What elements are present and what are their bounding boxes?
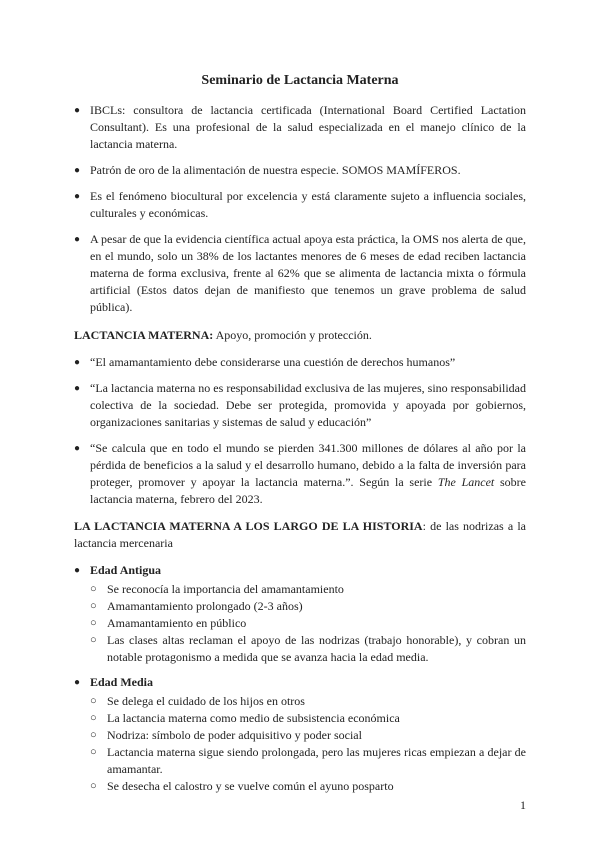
document-body: [74, 102, 526, 795]
bullet-icon: ●: [74, 191, 81, 202]
sub-item-text: Se delega el cuidado de los hijos en otros: [107, 694, 305, 708]
list-item-text: “La lactancia materna no es responsabilidad exclusiva de las mujeres, sino responsabilidad colectiva de la sociedad. Debe ser protegida, promovida y apoyada por gobiernos, organizaciones sanitarias y sistemas de salud y educación”: [90, 381, 526, 429]
bullet-icon: ●: [74, 443, 81, 454]
section-heading-bold: LACTANCIA MATERNA:: [74, 328, 214, 342]
bullet-icon: ●: [74, 565, 81, 576]
sub-list-item: [90, 598, 526, 615]
list-item: [74, 380, 526, 431]
bullet-icon: ●: [74, 165, 81, 176]
circle-bullet-icon: ○: [90, 600, 97, 612]
bullet-icon: ●: [74, 105, 81, 116]
circle-bullet-icon: ○: [90, 617, 97, 629]
sub-item-text: Amamantamiento prolongado (2-3 años): [107, 599, 303, 613]
list-item-text: IBCLs: consultora de lactancia certificada (International Board Certified Lactation Consultant). Es una profesional de la salud especializada en el manejo clínico de la lactancia materna.: [90, 103, 526, 151]
eras-list: [74, 562, 526, 795]
section-heading-rest: : de las nodrizas a la lactancia mercenaria: [74, 519, 526, 550]
bullet-icon: ●: [74, 383, 81, 394]
page-number: 1: [520, 798, 526, 812]
list-item: [74, 354, 526, 371]
list-item-text: [90, 440, 526, 508]
sub-item-text: Las clases altas reclaman el apoyo de las nodrizas (trabajo honorable), y cobran un notable protagonismo a medida que se avanza hacia la edad media.: [107, 633, 526, 664]
era-title: Edad Antigua: [90, 563, 162, 577]
era-sublist: [90, 693, 526, 795]
section-heading-lactancia: [74, 327, 526, 344]
sub-list-item: [90, 693, 526, 710]
quote-source: sobre lactancia materna, febrero del 2023.: [90, 475, 526, 506]
era-sublist: [90, 581, 526, 666]
list-item-text: “El amamantamiento debe considerarse una cuestión de derechos humanos”: [90, 355, 456, 369]
sub-list-item: [90, 727, 526, 744]
sub-item-text: Nodriza: símbolo de poder adquisitivo y poder social: [107, 728, 362, 742]
bullet-icon: ●: [74, 234, 81, 245]
sub-list-item: [90, 615, 526, 632]
sub-item-text: La lactancia materna como medio de subsistencia económica: [107, 711, 400, 725]
intro-list: [74, 102, 526, 316]
section-heading-rest: Apoyo, promoción y protección.: [213, 328, 372, 342]
sub-item-text: Se reconocía la importancia del amamantamiento: [107, 582, 344, 596]
sub-list-item: [90, 778, 526, 795]
list-item-text: A pesar de que la evidencia científica actual apoya esta práctica, la OMS nos alerta de que, en el mundo, solo un 38% de los lactantes menores de 6 meses de edad reciben lactancia materna de forma exclusiva, frente al 62% que se alimenta de lactancia mixta o fórmula artificial (Estos datos dejan de manifiesto que tenemos un grave problema de salud pública).: [90, 232, 526, 314]
bullet-icon: ●: [74, 357, 81, 368]
era-item: [74, 562, 526, 666]
circle-bullet-icon: ○: [90, 780, 97, 792]
circle-bullet-icon: ○: [90, 746, 97, 758]
circle-bullet-icon: ○: [90, 583, 97, 595]
lactancia-list: [74, 354, 526, 508]
quote-text: “Se calcula que en todo el mundo se pierden 341.300 millones de dólares al año por la pérdida de beneficios a la salud y el desarrollo humano, debido a la falta de inversión para proteger, promover y apoyar la lactancia materna.”. Según la serie: [90, 441, 526, 489]
sub-list-item: [90, 581, 526, 598]
era-item: [74, 674, 526, 795]
era-title: Edad Media: [90, 675, 154, 689]
list-item: [74, 231, 526, 316]
list-item: [74, 188, 526, 222]
list-item: [74, 162, 526, 179]
circle-bullet-icon: ○: [90, 634, 97, 646]
journal-name: The Lancet: [437, 475, 495, 489]
list-item: [74, 440, 526, 508]
sub-list-item: [90, 632, 526, 666]
list-item: [74, 102, 526, 153]
circle-bullet-icon: ○: [90, 712, 97, 724]
section-heading-historia: [74, 518, 526, 552]
sub-list-item: [90, 744, 526, 778]
page-title: Seminario de Lactancia Materna: [201, 73, 399, 88]
circle-bullet-icon: ○: [90, 729, 97, 741]
sub-item-text: Se desecha el calostro y se vuelve común el ayuno posparto: [107, 779, 394, 793]
bullet-icon: ●: [74, 677, 81, 688]
section-heading-bold: LA LACTANCIA MATERNA A LOS LARGO DE LA HISTORIA: [74, 519, 423, 533]
list-item-text: Es el fenómeno biocultural por excelencia y está claramente sujeto a influencia sociales, culturales y económicas.: [90, 189, 526, 220]
sub-list-item: [90, 710, 526, 727]
sub-item-text: Amamantamiento en público: [107, 616, 247, 630]
circle-bullet-icon: ○: [90, 695, 97, 707]
list-item-text: Patrón de oro de la alimentación de nuestra especie. SOMOS MAMÍFEROS.: [90, 163, 461, 177]
sub-item-text: Lactancia materna sigue siendo prolongada, pero las mujeres ricas empiezan a dejar de amamantar.: [107, 745, 526, 776]
